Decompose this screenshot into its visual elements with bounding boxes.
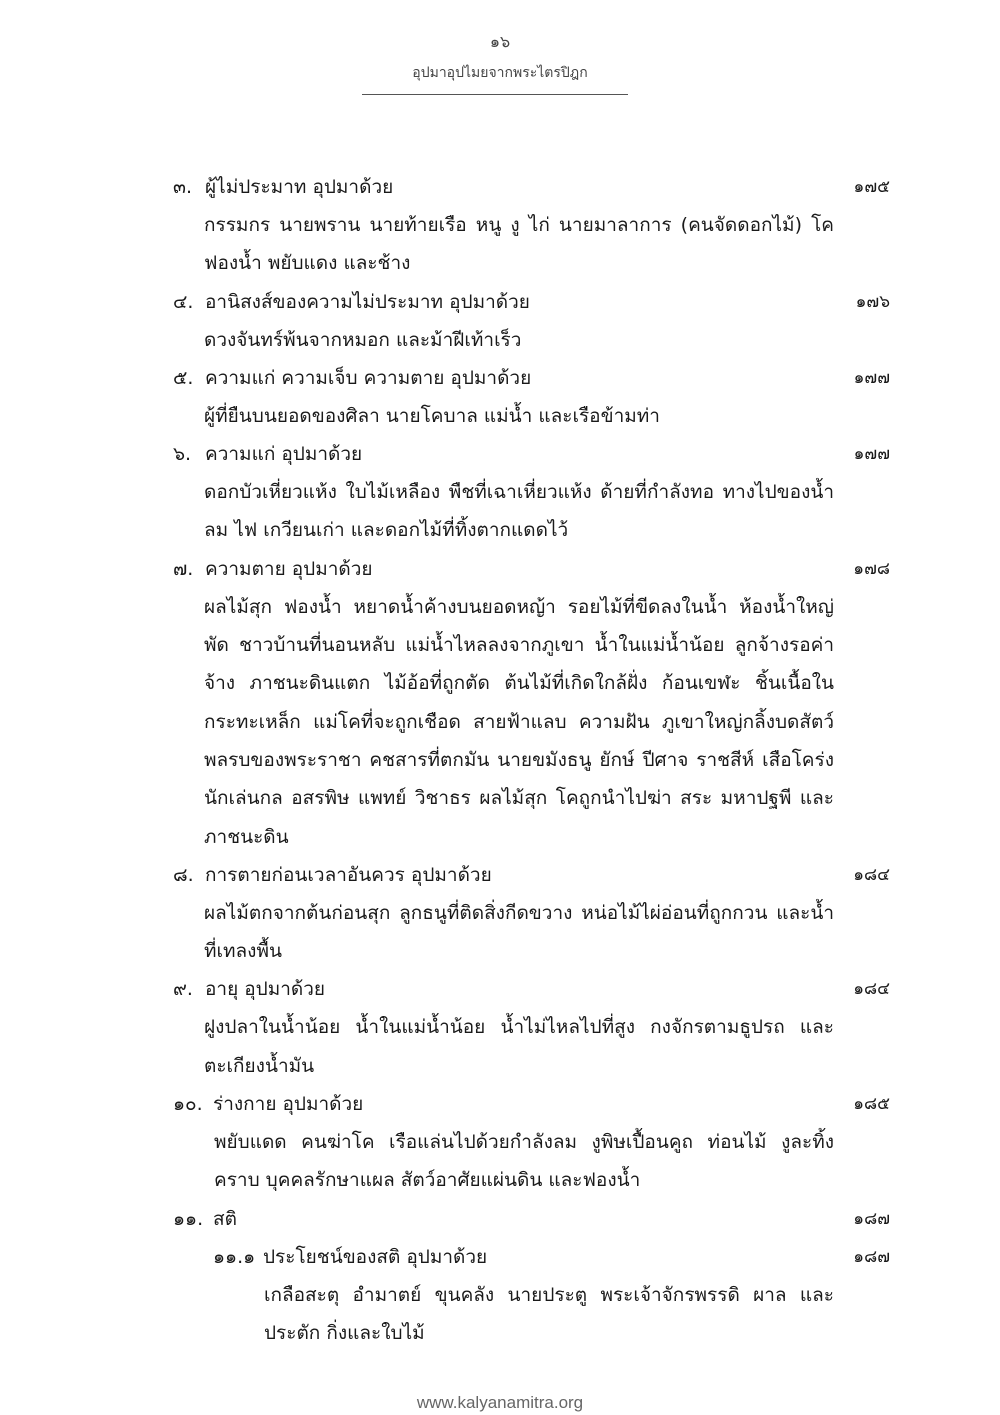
toc-entry-3 — [0, 168, 1000, 283]
toc-entry-heading — [0, 283, 1000, 321]
toc-entry-description: กรรมกร นายพราน นายท้ายเรือ หนู งู ไก่ นายมาลาการ (คนจัดดอกไม้) โค ฟองน้ำ พยับแดง และช้าง — [204, 214, 834, 275]
toc-entry-number: ๔. — [173, 290, 194, 313]
toc-entry-description: เกลือสะตุ อำมาตย์ ขุนคลัง นายประตู พระเจ้าจักรพรรดิ ผาล และประตัก กิ่งและใบไม้ — [264, 1283, 834, 1344]
toc-entry-8 — [0, 856, 1000, 971]
toc-entry-page: ๑๘๗ — [853, 1208, 890, 1229]
toc-entry-page: ๑๘๔ — [853, 864, 890, 885]
toc-entry-number: ๑๑. — [173, 1207, 204, 1230]
toc-entry-heading — [0, 1085, 1000, 1123]
toc-entry-page: ๑๘๗ — [853, 1246, 890, 1267]
toc-entry-number: ๑๑.๑ — [213, 1245, 256, 1268]
toc-entry-title: อายุ อุปมาด้วย — [205, 978, 326, 1001]
toc-entry-number: ๗. — [173, 557, 194, 580]
toc-entry-heading — [0, 550, 1000, 588]
toc-entry-10 — [0, 1085, 1000, 1200]
toc-entry-title: ความตาย อุปมาด้วย — [205, 557, 373, 580]
toc-entry-page: ๑๗๕ — [853, 177, 890, 197]
toc-entry-title: อานิสงส์ของความไม่ประมาท อุปมาด้วย — [205, 290, 530, 313]
toc-entry-page: ๑๘๔ — [853, 979, 890, 1000]
toc-entry-page: ๑๗๖ — [855, 291, 890, 312]
toc-entry-title: ร่างกาย อุปมาด้วย — [213, 1093, 364, 1116]
toc-entry-11 — [0, 1200, 1000, 1238]
toc-entry-number: ๑๐. — [173, 1093, 203, 1116]
toc-entry-heading — [0, 1200, 1000, 1238]
toc-entry-4 — [0, 283, 1000, 359]
toc-entry-description: ดอกบัวเหี่ยวแห้ง ใบไม้เหลือง พืชที่เฉาเหี่ยวแห้ง ด้ายที่กำลังทอ ทางไปของน้ำ ลม ไฟ เกวียนเก่า และดอกไม้ที่ทิ้งตากแดดไว้ — [204, 481, 834, 542]
toc-entry-page: ๑๗๘ — [853, 558, 890, 579]
page-number: ๑๖ — [489, 32, 511, 51]
toc-entry-description: ดวงจันทร์พ้นจากหมอก และม้าฝีเท้าเร็ว — [204, 328, 522, 351]
footer-url: www.kalyanamitra.org — [416, 1393, 584, 1412]
toc-entry-7 — [0, 550, 1000, 856]
toc-entry-number: ๙. — [173, 978, 193, 1001]
toc-entry-page: ๑๗๗ — [853, 367, 890, 388]
toc-entry-9 — [0, 970, 1000, 1085]
toc-entry-6 — [0, 435, 1000, 550]
toc-entry-page: ๑๗๗ — [853, 444, 890, 465]
toc-entry-description: ผลไม้สุก ฟองน้ำ หยาดน้ำค้างบนยอดหญ้า รอยไม้ที่ขีดลงในน้ำ ห้องน้ำใหญ่พัด ชาวบ้านที่นอนหลับ แม่น้ำไหลลงจากภูเขา น้ำในแม่น้ำน้อย ลูกจ้างรอค่าจ้าง ภาชนะดินแตก ไม้อ้อที่ถูกตัด ต้นไม้ที่เกิดใกล้ฝั่ง ก้อนเขฬะ ชิ้นเนื้อในกระทะเหล็ก แม่โคที่จะถูกเชือด สายฟ้าแลบ ความฝัน ภูเขาใหญ่กลิ้งบดสัตว์ พลรบของพระราชา คชสารที่ตกมัน นายขมังธนู ยักษ์ ปีศาจ ราชสีห์ เสือโคร่ง นักเล่นกล อสรพิษ แพทย์ วิชาธร ผลไม้สุก โคถูกนำไปฆ่า สระ มหาปฐพี และภาชนะดิน — [204, 595, 834, 848]
table-of-contents — [0, 168, 1000, 1352]
toc-entry-number: ๖. — [173, 443, 192, 466]
toc-entry-heading — [0, 168, 1000, 206]
toc-entry-page: ๑๘๕ — [853, 1094, 890, 1115]
toc-entry-5 — [0, 359, 1000, 435]
toc-entry-heading — [0, 1238, 1000, 1276]
toc-entry-heading — [0, 970, 1000, 1008]
toc-entry-number: ๕. — [173, 366, 194, 389]
toc-entry-number: ๘. — [173, 863, 194, 886]
toc-entry-title: สติ — [213, 1207, 237, 1230]
header-divider — [362, 94, 628, 95]
toc-entry-heading — [0, 856, 1000, 894]
toc-entry-title: ผู้ไม่ประมาท อุปมาด้วย — [205, 176, 394, 198]
toc-entry-description: พยับแดด คนฆ่าโค เรือแล่นไปด้วยกำลังลม งูพิษเปื้อนคูถ ท่อนไม้ งูละทิ้งคราบ บุคคลรักษาแผล สัตว์อาศัยแผ่นดิน และฟองน้ำ — [214, 1131, 834, 1192]
toc-entry-heading — [0, 359, 1000, 397]
running-title: อุปมาอุปไมยจากพระไตรปิฎก — [412, 65, 588, 81]
toc-entry-description: ผู้ที่ยืนบนยอดของศิลา นายโคบาล แม่น้ำ และเรือข้ามท่า — [204, 404, 660, 427]
toc-entry-number: ๓. — [173, 176, 193, 198]
toc-entry-title: ความแก่ อุปมาด้วย — [205, 443, 363, 466]
toc-entry-heading — [0, 435, 1000, 473]
toc-entry-description: ฝูงปลาในน้ำน้อย น้ำในแม่น้ำน้อย น้ำไม่ไหลไปที่สูง กงจักรตามธูปรถ และตะเกียงน้ำมัน — [204, 1016, 834, 1077]
toc-entry-title: การตายก่อนเวลาอันควร อุปมาด้วย — [205, 863, 492, 886]
toc-entry-title: ความแก่ ความเจ็บ ความตาย อุปมาด้วย — [205, 366, 532, 389]
toc-entry-11-1 — [0, 1238, 1000, 1353]
toc-entry-title: ประโยชน์ของสติ อุปมาด้วย — [263, 1245, 488, 1268]
toc-entry-description: ผลไม้ตกจากต้นก่อนสุก ลูกธนูที่ติดสิ่งกีดขวาง หน่อไม้ไผ่อ่อนที่ถูกกวน และน้ำที่เทลงพื้น — [204, 901, 834, 963]
